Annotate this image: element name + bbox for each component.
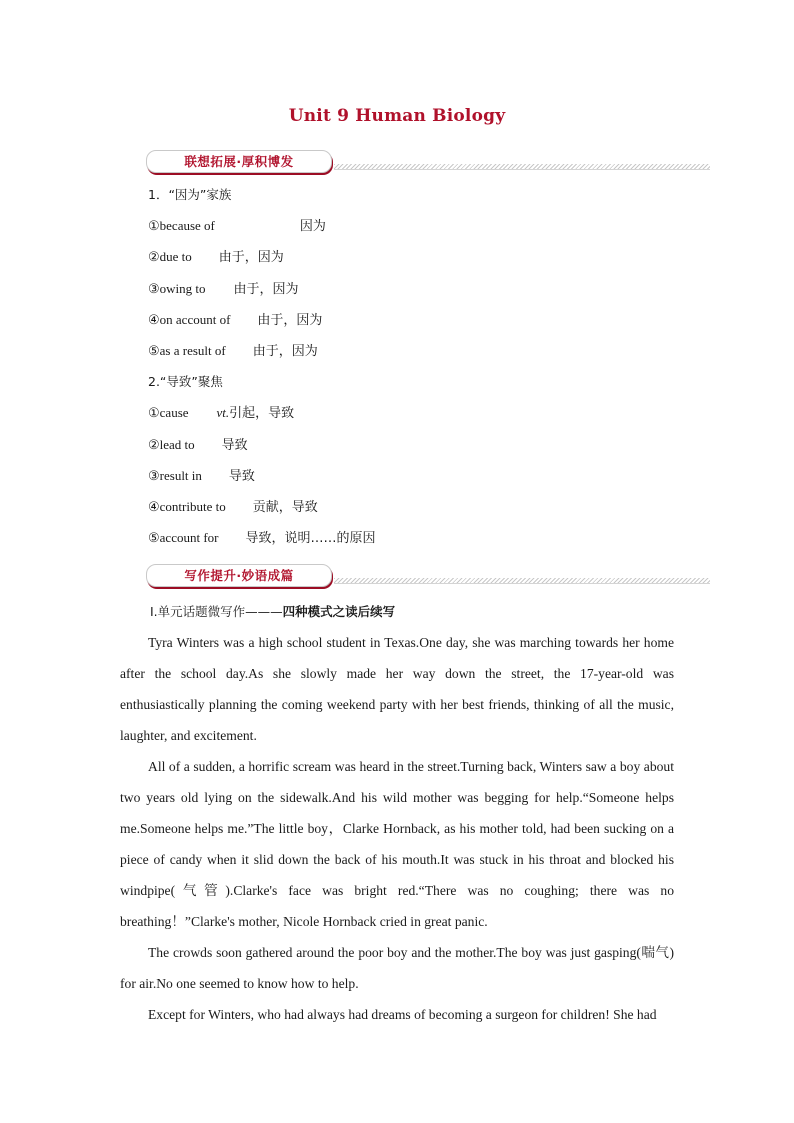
section-subtitle [150, 602, 395, 620]
page-title: Unit 9 Human Biology [288, 106, 506, 126]
item-number: ⑤ [148, 344, 160, 359]
item-term: account for [159, 530, 219, 545]
group-heading-cause: 2.“导致”聚焦 [148, 374, 223, 389]
item-term: on account of [159, 312, 231, 327]
item-number: ④ [148, 500, 160, 515]
list-item [148, 498, 318, 517]
item-number: ② [148, 250, 160, 265]
item-gloss: 由于，因为 [252, 344, 318, 359]
item-gloss: 由于，因为 [218, 250, 284, 265]
list-item [148, 280, 299, 299]
item-number: ② [148, 438, 160, 453]
subtitle-bold: 四种模式之读后续写 [282, 604, 396, 619]
item-number: ③ [148, 469, 160, 484]
item-term: cause [159, 405, 189, 420]
item-term: because of [159, 218, 215, 233]
item-term: as a result of [159, 343, 226, 358]
item-gloss: 因为 [299, 219, 326, 234]
item-term: result in [159, 468, 202, 483]
item-number: ① [148, 219, 160, 234]
item-gloss: 引起，导致 [229, 406, 295, 421]
item-term: lead to [159, 437, 195, 452]
paragraph: The crowds soon gathered around the poor boy and the mother.The boy was just gasping(喘气) for air.No one seemed to know how to help. [120, 945, 674, 991]
list-item [148, 342, 318, 361]
banner-label: 写作提升·妙语成篇 [184, 568, 294, 583]
item-number: ④ [148, 313, 160, 328]
banner-rule [334, 164, 710, 170]
banner-pill [146, 564, 332, 587]
banner-rule [334, 578, 710, 584]
paragraph: Tyra Winters was a high school student in Texas.One day, she was marching towards her home after the school day.As she slowly made her way down the street, the 17-year-old was enthusiastically planning the coming weekend party with her best friends, thinking of all the music, laughter, and excitement. [120, 635, 674, 743]
list-item [148, 529, 376, 548]
list-item [148, 467, 255, 486]
reading-passage [120, 627, 674, 1030]
subtitle-prefix: Ⅰ.单元话题微写作——— [150, 604, 283, 619]
item-number: ⑤ [148, 531, 160, 546]
list-item [148, 311, 322, 330]
item-gloss: 导致 [221, 438, 248, 453]
item-gloss: 由于，因为 [233, 282, 299, 297]
item-term: owing to [159, 281, 206, 296]
item-number: ① [148, 406, 160, 421]
item-gloss: 由于，因为 [257, 313, 323, 328]
item-gloss: 导致 [228, 469, 255, 484]
group-heading-because: 1．“因为”家族 [148, 187, 232, 202]
list-item [148, 404, 294, 423]
list-item [148, 248, 284, 267]
banner-label: 联想拓展·厚积博发 [184, 154, 294, 169]
item-part-of-speech: vt. [216, 405, 230, 420]
section-banner-association [146, 150, 710, 174]
paragraph: Except for Winters, who had always had dreams of becoming a surgeon for children! She had [148, 1007, 657, 1022]
list-item [148, 436, 248, 455]
item-gloss: 导致，说明……的原因 [245, 531, 376, 546]
paragraph: All of a sudden, a horrific scream was heard in the street.Turning back, Winters saw a boy about two years old lying on the sidewalk.And his wild mother was begging for help.“Someone helps me.Someone helps me.”The little boy，Clarke Hornback, as his mother told, had been sucking on a piece of candy when it slid down the back of his mouth.It was stuck in his throat and blocked his windpipe(气管).Clarke's face was bright red.“There was no coughing; there was no breathing！”Clarke's mother, Nicole Hornback cried in great panic. [120, 759, 674, 929]
item-number: ③ [148, 282, 160, 297]
banner-pill [146, 150, 332, 173]
list-item [148, 217, 326, 236]
item-term: contribute to [159, 499, 226, 514]
item-gloss: 贡献，导致 [252, 500, 318, 515]
item-term: due to [159, 249, 192, 264]
section-banner-writing [146, 564, 710, 588]
